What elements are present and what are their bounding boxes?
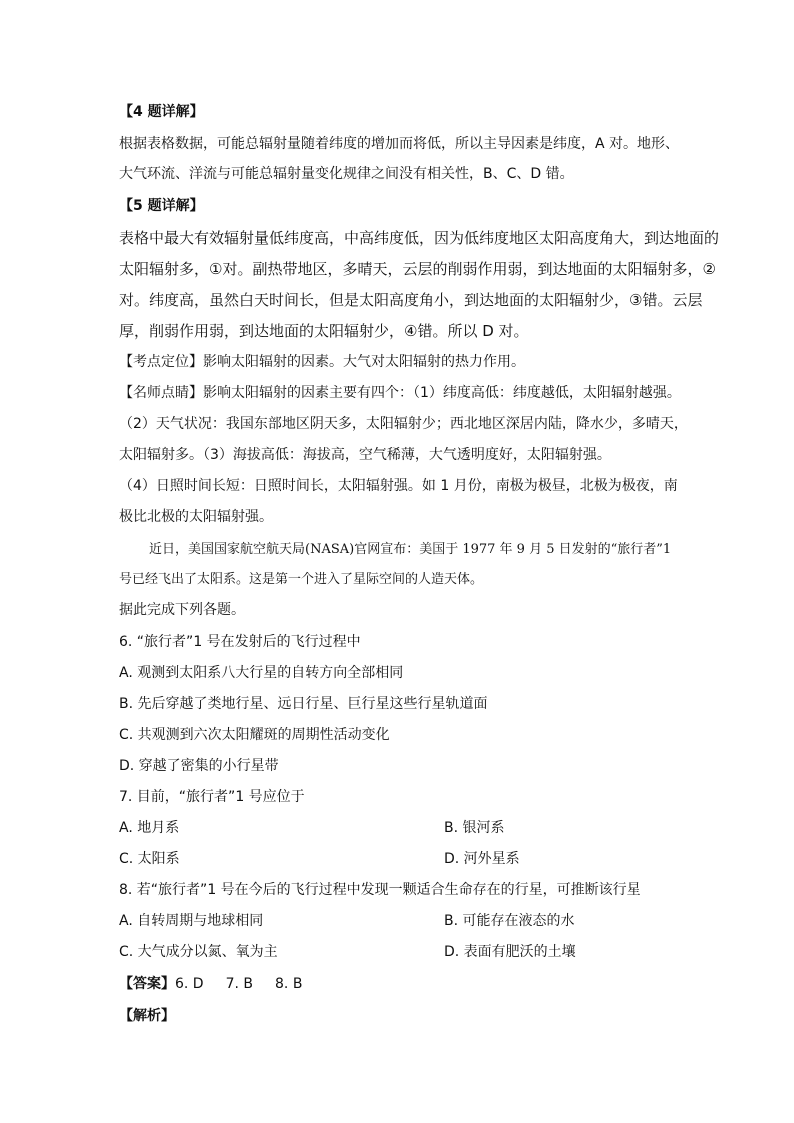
q4-line-2: 大气环流、洋流与可能总辐射量变化规律之间没有相关性，B、C、D 错。 — [119, 166, 574, 182]
q6-option-a: A. 观测到太阳系八大行星的自转方向全部相同 — [119, 665, 404, 681]
analysis-heading: 【解析】 — [119, 1008, 175, 1024]
mingshi-line-2: （2）天气状况：我国东部地区阴天多，太阳辐射少；西北地区深居内陆，降水少，多晴天， — [119, 416, 688, 432]
q5-line-3: 对。纬度高，虽然白天时间长，但是太阳高度角小，到达地面的太阳辐射少，③错。云层 — [119, 291, 703, 309]
q6-stem: 6. “旅行者”1 号在发射后的飞行过程中 — [119, 634, 361, 650]
answer-8: 8. B — [275, 976, 303, 992]
mingshi-line-1: 【名师点睛】影响太阳辐射的因素主要有四个：（1）纬度高低：纬度越低，太阳辐射越强。 — [119, 385, 681, 401]
q5-line-2: 太阳辐射多，①对。副热带地区，多晴天，云层的削弱作用弱，到达地面的太阳辐射多，② — [119, 260, 716, 278]
q6-option-c: C. 共观测到六次太阳耀斑的周期性活动变化 — [119, 727, 390, 743]
q4-line-1: 根据表格数据，可能总辐射量随着纬度的增加而将低，所以主导因素是纬度，A 对。地形、 — [119, 136, 680, 152]
answer-line — [119, 975, 302, 993]
instruction-line: 据此完成下列各题。 — [119, 602, 245, 618]
q7-option-c: C. 太阳系 — [119, 851, 180, 867]
q4-heading: 【4 题详解】 — [119, 104, 204, 120]
passage-line-2: 号已经飞出了太阳系。这是第一个进入了星际空间的人造天体。 — [119, 572, 484, 587]
mingshi-line-5: 极比北极的太阳辐射强。 — [119, 509, 273, 525]
q7-option-d: D. 河外星系 — [444, 851, 520, 867]
q5-line-4: 厚，削弱作用弱，到达地面的太阳辐射少，④错。所以 D 对。 — [119, 322, 529, 340]
q6-option-b: B. 先后穿越了类地行星、远日行星、巨行星这些行星轨道面 — [119, 696, 488, 712]
q8-option-a: A. 自转周期与地球相同 — [119, 913, 264, 929]
q5-line-1: 表格中最大有效辐射量低纬度高，中高纬度低，因为低纬度地区太阳高度角大，到达地面的 — [119, 229, 720, 247]
q8-option-d: D. 表面有肥沃的土壤 — [444, 944, 576, 960]
mingshi-line-4: （4）日照时间长短：日照时间长，太阳辐射强。如 1 月份，南极为极昼，北极为极夜，南 — [119, 478, 678, 494]
answer-7: 7. B — [225, 976, 254, 992]
q7-stem: 7. 目前，“旅行者”1 号应位于 — [119, 789, 305, 805]
q8-option-b: B. 可能存在液态的水 — [444, 913, 575, 929]
q8-stem: 8. 若“旅行者”1 号在今后的飞行过程中发现一颗适合生命存在的行星，可推断该行星 — [119, 882, 641, 898]
q7-option-b: B. 银河系 — [444, 820, 505, 836]
passage-line-1: 近日，美国国家航空航天局(NASA)官网宣布：美国于 1977 年 9 月 5 日发射的“旅行者”1 — [149, 542, 672, 557]
q8-option-c: C. 大气成分以氮、氧为主 — [119, 944, 278, 960]
kaodian-line: 【考点定位】影响太阳辐射的因素。大气对太阳辐射的热力作用。 — [119, 354, 525, 370]
mingshi-line-3: 太阳辐射多。（3）海拔高低：海拔高，空气稀薄，大气透明度好，太阳辐射强。 — [119, 447, 611, 463]
answer-label: 【答案】 — [119, 976, 175, 992]
q6-option-d: D. 穿越了密集的小行星带 — [119, 758, 279, 774]
q7-option-a: A. 地月系 — [119, 820, 180, 836]
q5-heading: 【5 题详解】 — [119, 198, 204, 214]
answer-6: 6. D — [175, 976, 204, 992]
